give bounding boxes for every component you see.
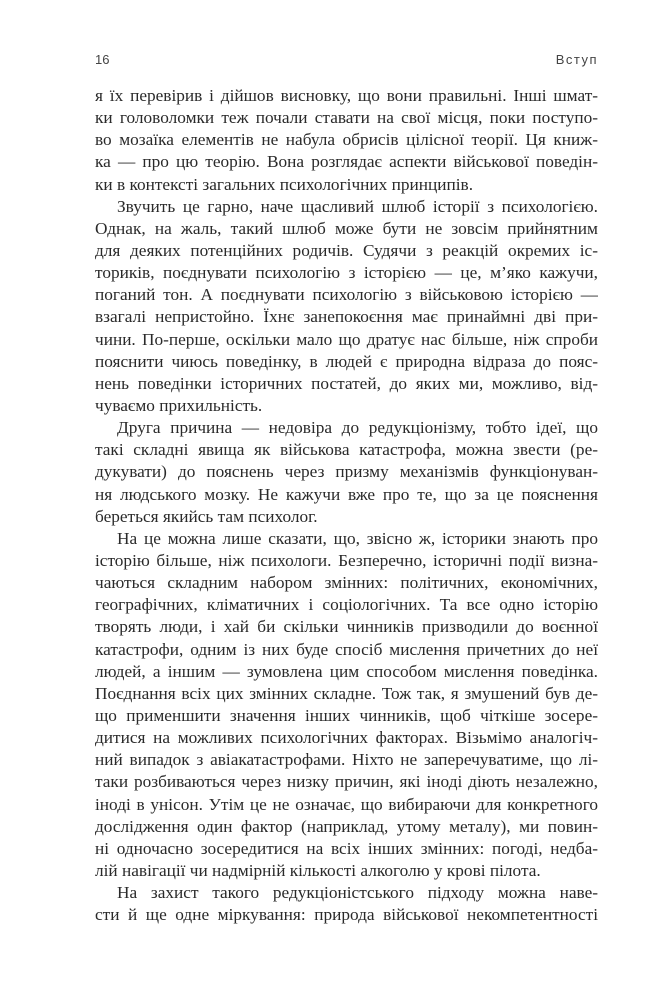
page-header bbox=[95, 52, 598, 72]
paragraph bbox=[95, 528, 598, 882]
text-line: дитися на можливих психологічних факторах. Візьмімо аналогіч- bbox=[95, 728, 598, 748]
text-line: чуваємо прихильність. bbox=[95, 395, 263, 415]
text-line: людей, а іншим — зумовлена цим способом мислення поведінка. bbox=[95, 661, 598, 681]
text-line: ки в контексті загальних психологічних принципів. bbox=[95, 174, 474, 194]
text-line: ня людського мозку. Не кажучи вже про те, що за це пояснення bbox=[95, 484, 598, 504]
text-line: іноді в унісон. Утім це не означає, що вибираючи для конкретного bbox=[95, 794, 598, 814]
text-line: географічних, кліматичних і соціологічних. Та все одно історію bbox=[95, 595, 598, 615]
paragraph bbox=[95, 882, 598, 926]
text-line: нень поведінки історичних постатей, до яких ми, можливо, від- bbox=[95, 373, 598, 393]
text-line: пояснити чиюсь поведінку, в людей є природна відраза до пояс- bbox=[95, 351, 598, 371]
text-line: сти й ще одне міркування: природа військової некомпетентності bbox=[95, 905, 598, 925]
text-line: Поєднання всіх цих змінних складне. Тож так, я змушений був де- bbox=[95, 683, 598, 703]
text-line: береться якийсь там психолог. bbox=[95, 506, 318, 526]
paragraph bbox=[95, 196, 598, 417]
text-line: катастрофи, одним із них буде спосіб мислення причетних до неї bbox=[95, 639, 598, 659]
text-line: Звучить це гарно, наче щасливий шлюб історії з психологією. bbox=[117, 196, 598, 216]
text-line: чаються складним набором змінних: політичних, економічних, bbox=[95, 573, 598, 593]
text-line: чини. По-перше, оскільки мало що дратує нас більше, ніж спроби bbox=[95, 329, 598, 349]
text-line: лій навігації чи надмірній кількості алкоголю у крові пілота. bbox=[95, 860, 541, 880]
text-line: ний випадок з авіакатастрофами. Ніхто не заперечуватиме, що лі- bbox=[95, 750, 598, 770]
text-line: поганий тон. А поєднувати психологію з військовою історією — bbox=[95, 285, 598, 305]
text-line: таки розбиваються через низку причин, які іноді діють незалежно, bbox=[95, 772, 598, 792]
text-line: що применшити значення інших чинників, щоб чіткіше зосере- bbox=[95, 705, 598, 725]
text-line: ка — про цю теорію. Вона розглядає аспекти військової поведін- bbox=[95, 152, 598, 172]
text-line: історію більше, ніж психологи. Безперечно, історичні події визна- bbox=[95, 550, 598, 570]
text-line: ки головоломки теж почали ставати на свої місця, поки поступо- bbox=[95, 108, 598, 128]
text-line: Однак, на жаль, такий шлюб може бути не зовсім прийнятним bbox=[95, 218, 598, 238]
paragraph bbox=[95, 85, 598, 196]
text-line: взагалі непристойно. Їхнє занепокоєння має принаймні дві при- bbox=[95, 307, 598, 327]
text-line: для деяких потенційних родичів. Судячи з реакцій окремих іс- bbox=[95, 240, 598, 260]
page-number: 16 bbox=[95, 52, 110, 67]
text-line: такі складні явища як військова катастрофа, можна звести (ре- bbox=[95, 440, 598, 460]
text-line: дослідження один фактор (наприклад, утому металу), ми повин- bbox=[95, 816, 598, 836]
running-title: Вступ bbox=[555, 52, 598, 67]
text-line: я їх перевірив і дійшов висновку, що вони правильні. Інші шмат- bbox=[95, 86, 598, 105]
text-line: творять люди, і хай би скільки чинників призводили до воєнної bbox=[95, 617, 598, 637]
text-line: На захист такого редукціоністського підходу можна наве- bbox=[117, 883, 598, 903]
text-line: ториків, поєднувати психологію з історією — це, м’яко кажучи, bbox=[95, 263, 598, 283]
text-line: Друга причина — недовіра до редукціонізму, тобто ідеї, що bbox=[117, 418, 598, 438]
paragraph bbox=[95, 417, 598, 528]
text-line: На це можна лише сказати, що, звісно ж, історики знають про bbox=[117, 528, 598, 548]
text-line: ні одночасно зосередитися на всіх інших змінних: погоді, недба- bbox=[95, 838, 598, 858]
body-text bbox=[95, 85, 598, 926]
text-line: дукувати) до пояснень через призму механізмів функціонуван- bbox=[95, 462, 598, 482]
text-line: во мозаїка елементів не набула обрисів цілісної теорії. Ця книж- bbox=[95, 130, 598, 150]
